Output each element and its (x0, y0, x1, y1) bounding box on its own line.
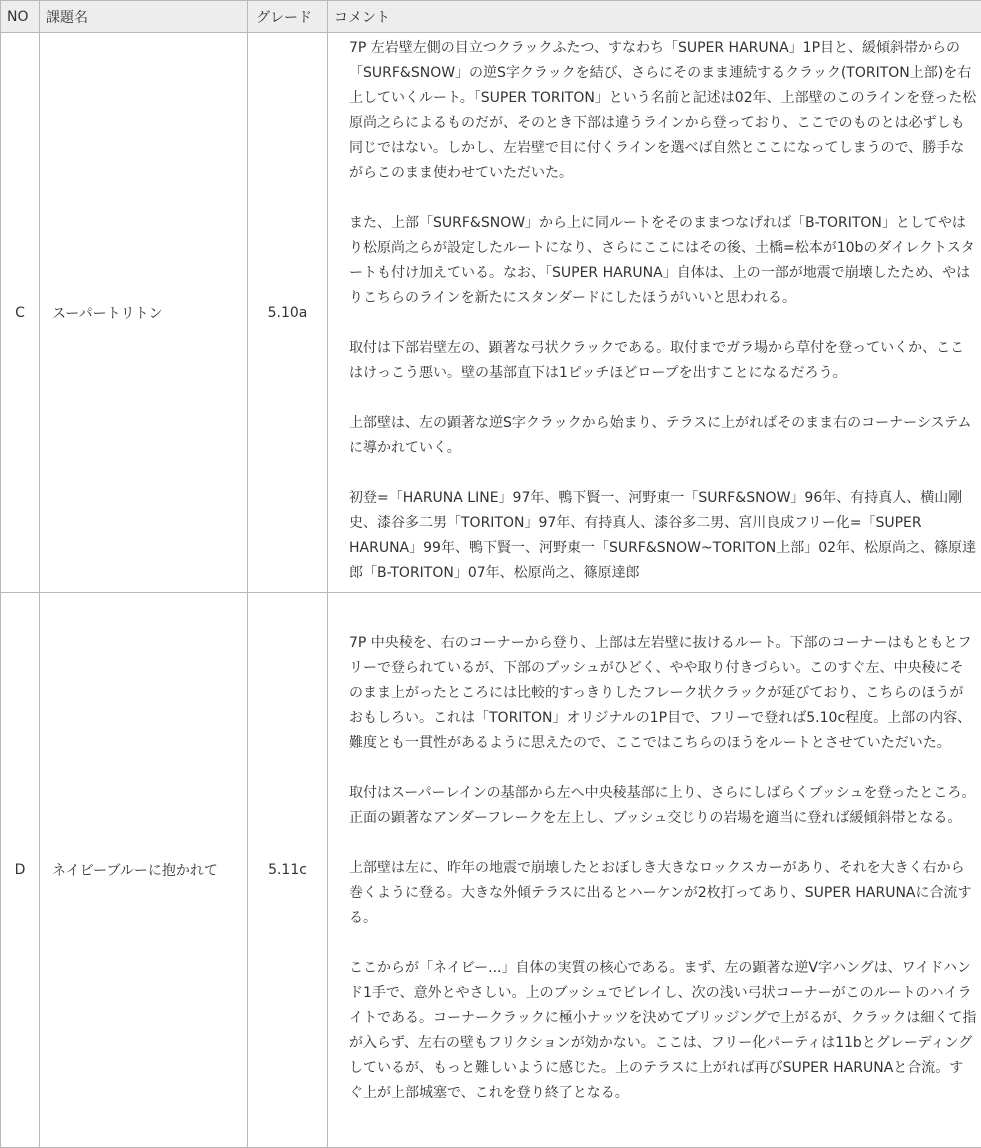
comment-paragraph: 7P 左岩壁左側の目立つクラックふたつ、すなわち「SUPER HARUNA」1P目と、緩傾斜帯からの「SURF&SNOW」の逆S字クラックを結び、さらにそのまま連続するクラック(TORITON上部)を右上していくルート。「SUPER TORITON」という名前と記述は02年、上部壁のこのラインを登った松原尚之らによるものだが、そのとき下部は違うラインから登っており、ここでのものとは必ずしも同じではない。しかし、左岩壁で目に付くラインを選べば自然とここになってしまうので、勝手ながらこのまま使わせていただいた。 (349, 36, 977, 186)
table-row (1, 33, 981, 593)
route-grade: 5.10a (248, 33, 328, 593)
header-no: NO (1, 1, 40, 33)
comment-paragraph: ここからが「ネイビー...」自体の実質の核心である。まず、左の顕著な逆V字ハングは、ワイドハンド1手で、意外とやさしい。上のブッシュでビレイし、次の浅い弓状コーナーがこのルートのハイライトである。コーナークラックに極小ナッツを決めてブリッジングで上がるが、クラックは細くて指が入らず、左右の壁もフリクションが効かない。ここは、フリー化パーティは11bとグレーディングしているが、もっと難しいように感じた。上のテラスに上がれば再びSUPER HARUNAと合流。すぐ上が上部城塞で、これを登り終了となる。 (349, 956, 977, 1106)
route-no: D (1, 593, 40, 1148)
table-row (1, 593, 981, 1148)
route-grade: 5.11c (248, 593, 328, 1148)
header-comment: コメント (328, 1, 981, 33)
route-no: C (1, 33, 40, 593)
comment-paragraph: 上部壁は、左の顕著な逆S字クラックから始まり、テラスに上がればそのまま右のコーナーシステムに導かれていく。 (349, 411, 977, 461)
comment-paragraph: 7P 中央稜を、右のコーナーから登り、上部は左岩壁に抜けるルート。下部のコーナーはもともとフリーで登られているが、下部のブッシュがひどく、やや取り付きづらい。このすぐ左、中央稜にそのまま上がったところには比較的すっきりしたフレーク状クラックが延びており、こちらのほうがおもしろい。これは「TORITON」オリジナルの1P目で、フリーで登れば5.10c程度。上部の内容、難度とも一貫性があるように思えたので、ここではこちらのほうをルートとさせていただいた。 (349, 631, 977, 756)
comment-paragraph: 取付はスーパーレインの基部から左へ中央稜基部に上り、さらにしばらくブッシュを登ったところ。正面の顕著なアンダーフレークを左上し、ブッシュ交じりの岩場を適当に登れば緩傾斜帯となる。 (349, 781, 977, 831)
first-ascent-paragraph: 初登=「HARUNA LINE」97年、鴨下賢一、河野東一「SURF&SNOW」96年、有持真人、横山剛史、漆谷多二男「TORITON」97年、有持真人、漆谷多二男、宮川良成フリー化=「SUPER HARUNA」99年、鴨下賢一、河野東一「SURF&SNOW~TORITON上部」02年、松原尚之、篠原達郎「B-TORITON」07年、松原尚之、篠原達郎 (349, 486, 977, 586)
comment-paragraph: また、上部「SURF&SNOW」から上に同ルートをそのままつなげれば「B-TORITON」としてやはり松原尚之らが設定したルートになり、さらにここにはその後、土橋=松本が10bのダイレクトスタートも付け加えている。なお、「SUPER HARUNA」自体は、上の一部が地震で崩壊したため、やはりこちらのラインを新たにスタンダードにしたほうがいいと思われる。 (349, 211, 977, 311)
route-name: スーパートリトン (40, 33, 248, 593)
header-grade: グレード (248, 1, 328, 33)
route-comment (328, 593, 981, 1148)
comment-paragraph: 上部壁は左に、昨年の地震で崩壊したとおぼしき大きなロックスカーがあり、それを大きく右から巻くように登る。大きな外傾テラスに出るとハーケンが2枚打ってあり、SUPER HARUNAに合流する。 (349, 856, 977, 931)
route-name: ネイビーブルーに抱かれて (40, 593, 248, 1148)
comment-paragraph: 取付は下部岩壁左の、顕著な弓状クラックである。取付までガラ場から草付を登っていくか、ここはけっこう悪い。壁の基部直下は1ピッチほどロープを出すことになるだろう。 (349, 336, 977, 386)
route-comment (328, 33, 981, 593)
table-header-row (1, 1, 981, 33)
header-route-name: 課題名 (40, 1, 248, 33)
